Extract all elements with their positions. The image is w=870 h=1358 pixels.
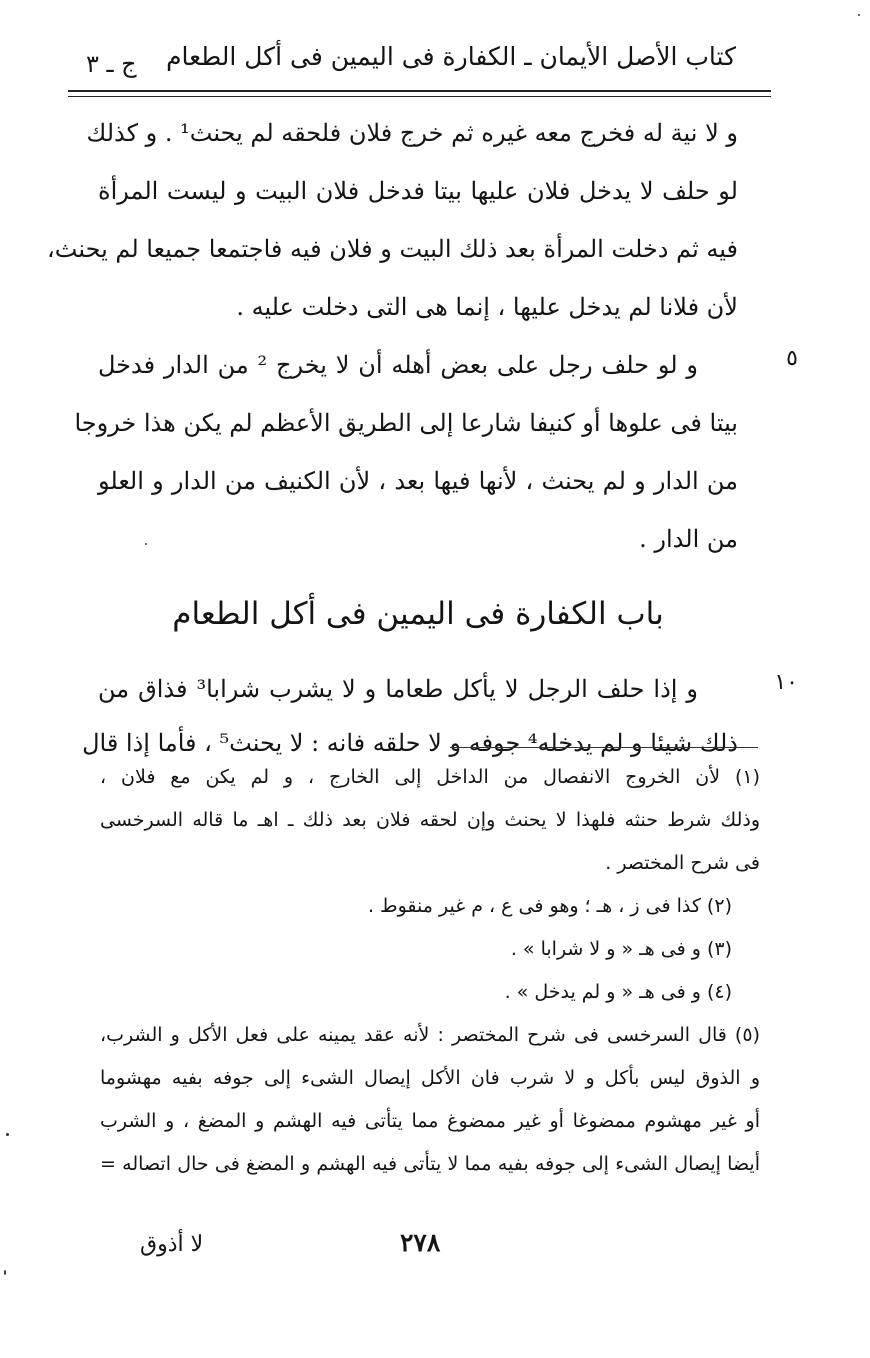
catchword: لا أذوق [140, 1232, 204, 1257]
text-line: لو حلف لا يدخل فلان عليها بيتا فدخل فلان البيت و ليست المرأة [98, 177, 738, 205]
footnote-2: (٢) كذا فى ز ، هـ ؛ وهو فى ع ، م غير منقوط . [367, 895, 732, 917]
line-number-marker: ٥ [786, 346, 798, 371]
running-header [68, 30, 768, 92]
text-line: ذلك شيئا و لم يدخله⁴ جوفه و لا حلقه فانه : لا يحنث⁵ ، فأما إذا قال [82, 729, 738, 757]
footnote-line: (٥) قال السرخسى فى شرح المختصر : لأنه عقد يمينه على فعل الأكل و الشرب، [100, 1024, 760, 1046]
running-title: كتاب الأصل الأيمان ـ الكفارة فى اليمين فى أكل الطعام [166, 42, 736, 71]
main-text [47, 104, 798, 770]
scan-speck [858, 14, 860, 16]
text-line: من الدار . [639, 525, 738, 553]
scan-speck [4, 1270, 6, 1275]
footnote-line: وذلك شرط حنثه فلهذا لا يحنث وإن لحقه فلان بعد ذلك ـ اهـ ما قاله السرخسى [100, 809, 760, 831]
paragraph-3 [82, 662, 798, 770]
footnote-line: فى شرح المختصر . [605, 852, 760, 874]
text-line: فيه ثم دخلت المرأة بعد ذلك البيت و فلان فيه فاجتمعا جميعا لم يحنث، [47, 235, 738, 263]
page-number: ٢٧٨ [400, 1228, 441, 1257]
line-number-marker: ١٠ [774, 670, 798, 695]
scan-speck [145, 543, 147, 545]
header-rule [68, 90, 771, 97]
text-line: و لو حلف رجل على بعض أهله أن لا يخرج ² من الدار فدخل [98, 351, 698, 379]
footnote-3: (٣) و فى هـ « و لا شرابا » . [510, 938, 732, 960]
footnote-line: (١) لأن الخروج الانفصال من الداخل إلى الخارج ، و لم يكن مع فلان ، [100, 766, 760, 788]
footnote-rule [450, 747, 758, 748]
text-line: و لا نية له فخرج معه غيره ثم خرج فلان فلحقه لم يحنث¹ . و كذلك [86, 119, 738, 147]
text-line: لأن فلانا لم يدخل عليها ، إنما هى التى دخلت عليه . [236, 293, 738, 321]
scan-speck [6, 1133, 9, 1136]
text-line: و إذا حلف الرجل لا يأكل طعاما و لا يشرب شرابا³ فذاق من [98, 675, 698, 703]
paragraph-2 [74, 336, 798, 568]
footnotes [100, 756, 760, 1186]
text-line: من الدار و لم يحنث ، لأنها فيها بعد ، لأن الكنيف من الدار و العلو [98, 467, 738, 495]
page-footer [100, 1226, 780, 1266]
text-line: بيتا فى علوها أو كنيفا شارعا إلى الطريق الأعظم لم يكن هذا خروجا [74, 409, 738, 437]
footnote-line: أيضا إيصال الشىء إلى جوفه بفيه مما لا يتأتى فيه الهشم و المضغ فى حال اتصاله = [100, 1153, 760, 1175]
footnote-4: (٤) و فى هـ « و لم يدخل » . [504, 981, 732, 1003]
paragraph-1 [47, 104, 738, 336]
section-heading: باب الكفارة فى اليمين فى أكل الطعام [172, 596, 664, 632]
footnote-line: أو غير مهشوم ممضوغا أو غير ممضوغ مما يتأتى فيه الهشم و المضغ ، و الشرب [100, 1110, 760, 1132]
volume-label: ج ـ ٣ [86, 50, 137, 78]
footnote-line: و الذوق ليس بأكل و لا شرب فان الأكل إيصال الشىء إلى جوفه بفيه مهشوما [100, 1067, 760, 1089]
